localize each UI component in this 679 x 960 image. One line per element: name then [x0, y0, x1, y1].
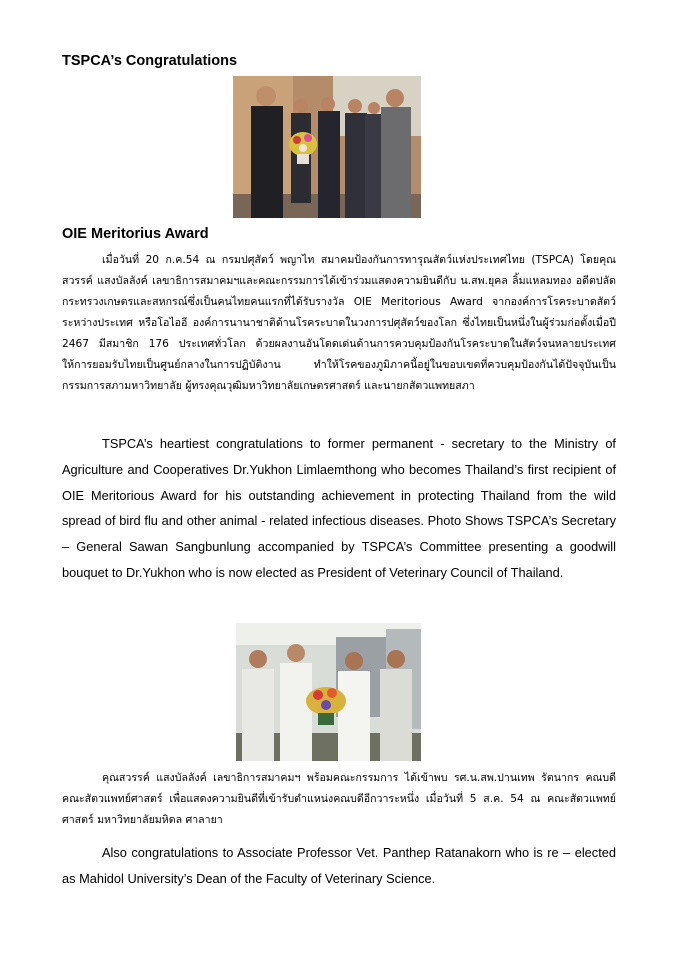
- paragraph-english-award: TSPCA’s heartiest congratulations to former permanent - secretary to the Ministry of Agriculture and Cooperatives Dr.Yukhon Limlaemthong who becomes Thailand’s first recipient of OIE Meritorious Award for his outstanding achievement in protecting Thailand from the wild spread of bird flu and other animal - related infectious diseases. Photo Shows TSPCA’s Secretary – General Sawan Sangbunlung accompanied by TSPCA’s Committee presenting a goodwill bouquet to Dr.Yukhon who is now elected as President of Veterinary Council of Thailand.: [62, 436, 616, 580]
- paragraph-english-faculty: Also congratulations to Associate Professor Vet. Panthep Ratanakorn who is re – elected as Mahidol University’s Dean of the Faculty of Veterinary Science.: [62, 845, 616, 886]
- photo-bouquet-presentation: [233, 76, 421, 218]
- paragraph-thai-award: เมื่อวันที่ 20 ก.ค.54 ณ กรมปศุสัตว์ พญาไท สมาคมป้องกันการทารุณสัตว์แห่งประเทศไทย (TSPCA) โดยคุณสวรรค์ แสงบัลลังค์ เลขาธิการสมาคมฯและคณะกรรมการได้เข้าร่วมแสดงความยินดีกับ น.สพ.ยุคล ลิ้มแหลมทอง อดีตปลัดกระทรวงเกษตรและสหกรณ์ซึ่งเป็นคนไทยคนแรกที่ได้รับรางวัล OIE Meritorious Award จากองค์การโรคระบาดสัตว์ระหว่างประเทศ หรือโอไออี องค์การนานาชาติด้านโรคระบาดในวงการปศุสัตว์ของโลก ซึ่งไทยเป็นหนึ่งในผู้ร่วมก่อตั้งเมื่อปี 2467 มีสมาชิก 176 ประเทศทั่วโลก ด้วยผลงานอันโดดเด่นด้านการควบคุมป้องกันโรคระบาดในสัตว์จนหลายประเทศให้การยอมรับไทยเป็นศูนย์กลางในการปฏิบัติงาน ทำให้โรคของภูมิภาคนี้อยู่ในขอบเขตที่ควบคุมป้องกันได้ปัจจุบันเป็นกรรมการสภามหาวิทยาลัย ผู้ทรงคุณวุฒิมหาวิทยาลัยเกษตรศาสตร์ และนายกสัตวแพทยสภา: [62, 254, 616, 392]
- heading-congratulations: TSPCA’s Congratulations: [62, 53, 238, 69]
- paragraph-thai-faculty: คุณสวรรค์ แสงบัลลังค์ เลขาธิการสมาคมฯ พร้อมคณะกรรมการ ได้เข้าพบ รศ.น.สพ.ปานเทพ รัตนากร คณบดีคณะสัตวแพทย์ศาสตร์ เพื่อแสดงความยินดีที่เข้ารับตำแหน่งคณบดีอีกวาระหนึ่ง เมื่อวันที่ 5 ส.ค. 54 ณ คณะสัตวแพทย์ศาสตร์ มหาวิทยาลัยมหิดล ศาลายา: [62, 772, 616, 826]
- heading-oie-award: OIE Meritorius Award: [62, 226, 209, 242]
- photo-faculty-visit: [236, 623, 421, 761]
